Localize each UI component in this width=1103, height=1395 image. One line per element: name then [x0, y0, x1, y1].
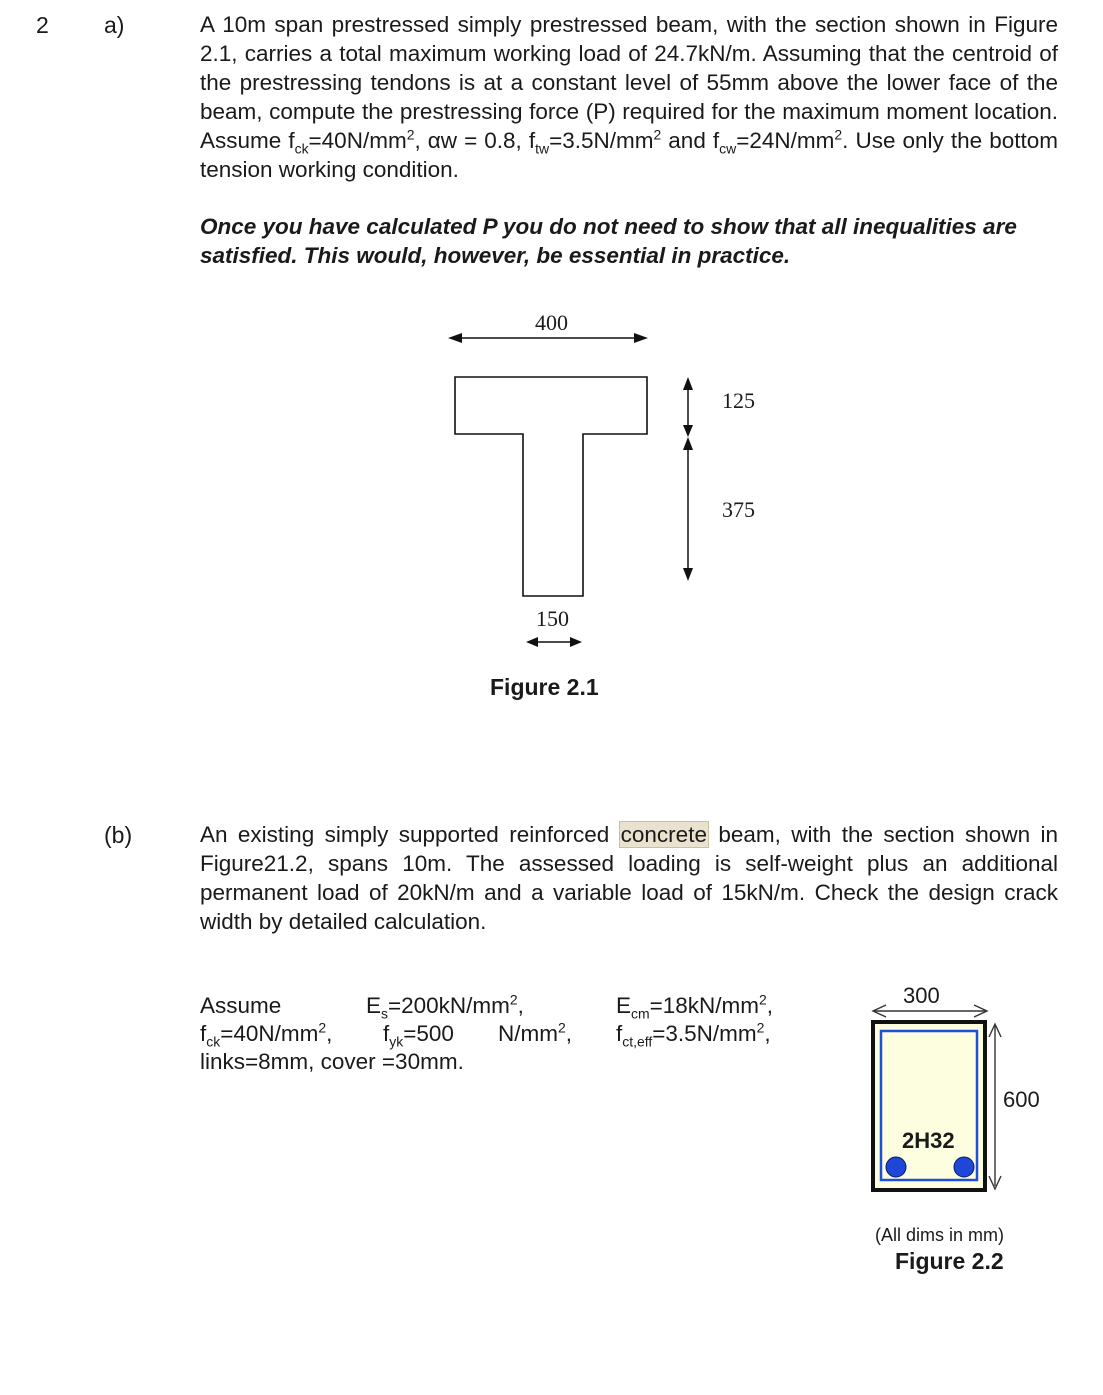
figure-2-2-title: Figure 2.2: [895, 1248, 1004, 1274]
fyk-unit: $N/mm^2$,: [498, 1019, 573, 1046]
fyk-value: $f_{yk}=500$: [383, 1021, 454, 1050]
rebar-label: 2H32: [902, 1128, 955, 1153]
part-a-note: Once you have calculated P you do not need to show that all inequalities are satisfied. This would, however, be essential in practice.: [200, 214, 1017, 268]
part-a-text: A 10m span prestressed simply prestressed beam, with the section shown in Figure 2.1, carries a total maximum working load of 24.7kN/m. Assuming that the centroid of the prestressing tendons is at a constant level of 55mm above the lower face of the beam, compute the prestressing force (P) required for the maximum moment location. Assume $f_{ck}=40N/mm^2$, αw = 0.8, $f_{tw}=3.5N/mm^2$ and $f_{cw}=24N/mm^2$. Use only the bottom tension working condition.: [200, 12, 1058, 182]
fck-value: $f_{ck}=40N/mm^2$,: [200, 1019, 333, 1050]
dim-label-150: 150: [536, 606, 569, 631]
links-cover: links=8mm, cover =30mm.: [200, 1049, 464, 1074]
arrowhead-down-icon: [683, 568, 693, 581]
dim-label-375: 375: [722, 497, 755, 522]
t-section-outline: [455, 377, 647, 596]
dim-label-125: 125: [722, 388, 755, 413]
dim-label-400: 400: [535, 310, 568, 335]
arrowhead-up-icon: [683, 437, 693, 450]
figure-2-1-drawing: [440, 300, 730, 620]
arrowhead-left-icon: [526, 637, 538, 647]
part-b-label: (b): [104, 822, 133, 848]
dim-label-300: 300: [903, 983, 940, 1008]
figure-2-1-bottom-arrows: [520, 632, 590, 652]
ecm-value: $E_{cm}=18kN/mm^2$,: [616, 991, 774, 1022]
rebar-left: [886, 1157, 906, 1177]
arrowhead-down-icon: [683, 425, 693, 437]
es-value: $E_s=200kN/mm^2$,: [366, 991, 524, 1022]
arrowhead-left-icon: [448, 333, 462, 343]
fct-value: $f_{ct,eff}=3.5N/mm^2$,: [616, 1019, 771, 1050]
figure-2-1-title: Figure 2.1: [490, 674, 599, 700]
assume-word: Assume: [200, 993, 282, 1018]
dims-note: (All dims in mm): [875, 1225, 1004, 1245]
part-b-text: An existing simply supported reinforced concrete beam, with the section shown in Figure21.2, spans 10m. The assessed loading is self-weight plus an additional permanent load of 20kN/m and a variable load of 15kN/m. Check the design crack width by detailed calculation.: [200, 822, 1058, 934]
arrowhead-right-icon: [570, 637, 582, 647]
dim-label-600: 600: [1003, 1087, 1040, 1112]
highlighted-word: concrete: [620, 822, 707, 847]
rebar-right: [954, 1157, 974, 1177]
arrowhead-up-icon: [683, 377, 693, 390]
arrowhead-right-icon: [634, 333, 648, 343]
question-number: 2: [36, 12, 49, 38]
part-a-label: a): [104, 12, 125, 38]
